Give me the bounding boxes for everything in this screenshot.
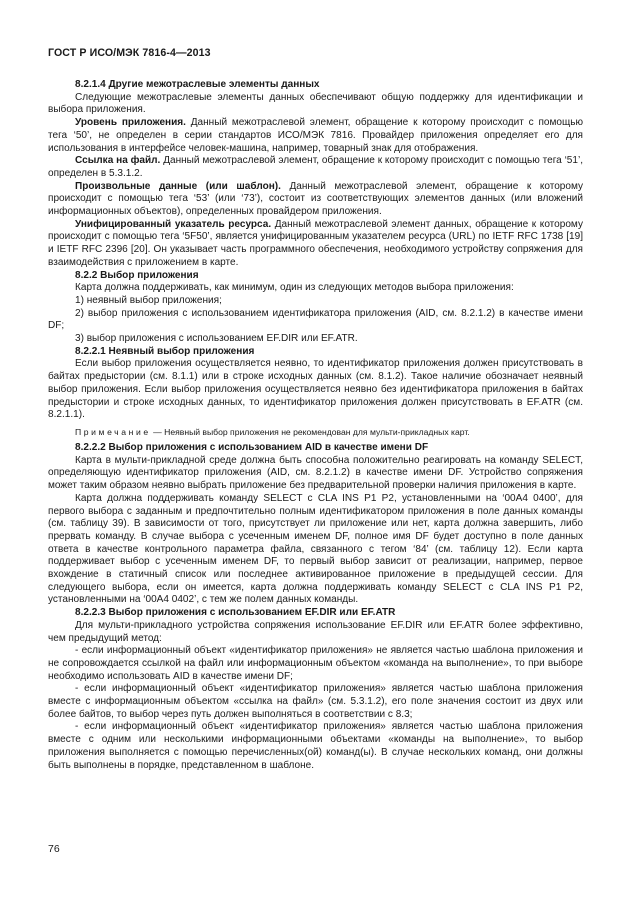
text-file-reference: Данный межотраслевой элемент, обращение к которому происходит с помощью тега ‘51’, определен в 5.3.1.2. [48,155,583,179]
paragraph-8-2-2-intro: Карта должна поддерживать, как минимум, один из следующих методов выбора приложения: [75,282,514,294]
list-item-1: 1) неявный выбор приложения; [75,294,222,306]
page-header-standard-id: ГОСТ Р ИСО/МЭК 7816-4—2013 [48,47,211,59]
section-heading-8-2-2-2: 8.2.2.2 Выбор приложения с использованием AID в качестве имени DF [75,441,429,453]
note [48,426,583,438]
document-body [48,79,583,772]
term-url: Унифицированный указатель ресурса. [75,218,272,230]
paragraph-8-2-2-2-second: Карта должна поддерживать команду SELECT с CLA INS P1 P2, установленными на ‘00A4 0400’, для первого выбора с заданным и предпочтительно полным идентификатором приложения в поле данных команды (см. таблицу 39). В зависимости от того, присутствует ли приложение или нет, карта должна завершить, либо прервать команду. В случае выбора с усеченным именем DF, полное имя DF будет доступно в поле данных ответа в качестве контрольного параметра файла, связанного с тегом ‘84’ (см. таблицу 12). Если карта поддерживает выбор с усеченным именем DF, то первый выбор зависит от реализации, например, первое вхождение в статичный список или последнее активированное приложение в предыдущей сессии. Для следующего выбора, если он имеется, карта должна поддерживать команду SELECT с CLA INS P1 P2, установленными на ‘00A4 0402’, с тем же полем данных команды. [48,492,583,606]
paragraph-8-2-1-4-intro: Следующие межотраслевые элементы данных обеспечивают общую поддержку для идентификации и выбора приложения. [48,91,583,116]
section-heading-8-2-2-3: 8.2.2.3 Выбор приложения с использованием EF.DIR или EF.ATR [75,607,396,619]
text-application-level: Данный межотраслевой элемент, обращение к которому происходит с помощью тега ‘50’, не определен в серии стандартов ИСО/МЭК 7816. Провайдер приложения определяет его для использования в интерфейсе человек-машина, например, товарный знак для отображения. [48,117,584,154]
section-heading-8-2-2: 8.2.2 Выбор приложения [75,269,199,281]
paragraph-arbitrary-data [48,181,583,219]
paragraph-url [48,219,583,270]
term-arbitrary-data: Произвольные данные (или шаблон). [75,180,281,192]
bullet-item-1: - если информационный объект «идентификатор приложения» не является частью шаблона приложения и не сопровождается ссылкой на файл или информационным объектом «команда на выполнение», то при выборе необходимо использовать AID в качестве имени DF; [48,645,583,682]
note-label: Примечание [75,426,151,437]
list-item-3: 3) выбор приложения с использованием EF.DIR или EF.ATR. [75,333,358,345]
note-text: — Неявный выбор приложения не рекомендован для мульти-прикладных карт. [150,426,470,437]
paragraph-8-2-2-3-intro: Для мульти-прикладного устройства сопряжения использование EF.DIR или EF.ATR более эффективно, чем предыдущий метод: [48,619,583,644]
paragraph-8-2-2-2-first: Карта в мульти-прикладной среде должна быть способна положительно реагировать на команду SELECT, определяющую идентификатор приложения (AID, см. 8.2.1.2) в качестве имени DF. Устройство сопряжения может таким образом неявно выбрать приложение без предварительной проверки наличия приложения в карте. [48,454,583,492]
term-file-reference: Ссылка на файл. [75,155,161,167]
section-heading-8-2-2-1: 8.2.2.1 Неявный выбор приложения [75,345,255,357]
bullet-item-3: - если информационный объект «идентификатор приложения» является частью шаблона приложения вместе с одним или несколькими информационными объектами «команды на выполнение», то выбор приложения выполняется с помощью перечисленных(ой) команд(ы). В случае нескольких команд, они должны быть выполнены в порядке, представленном в шаблоне. [48,721,583,771]
bullet-item-2: - если информационный объект «идентификатор приложения» является частью шаблона приложения вместе с информационным объектом «ссылка на файл» (см. 5.3.1.2), его поле значения состоит из двух или более байтов, то выбор через путь должен выполняться в соответствии с 8.3; [48,683,583,720]
paragraph-file-reference [48,155,583,180]
paragraph-application-level [48,117,583,155]
page-number: 76 [48,843,60,855]
section-heading-8-2-1-4: 8.2.1.4 Другие межотраслевые элементы данных [75,79,320,90]
list-item-2: 2) выбор приложения с использованием идентификатора приложения (AID, см. 8.2.1.2) в качестве имени DF; [48,307,583,332]
paragraph-8-2-2-1: Если выбор приложения осуществляется неявно, то идентификатор приложения должен присутствовать в байтах предыстории (см. 8.1.1) или в строке исходных данных (см. 8.1.2). Такое наличие обозначает неявный выбор приложения. Если выбор приложения осуществляется неявно без идентификатора приложения в байтах предыстории и строке исходных данных, то идентификатор приложения должен присутствовать в EF.ATR (см. 8.2.1.1). [48,358,583,421]
text-arbitrary-data: Данный межотраслевой элемент, обращение к которому происходит с помощью тега ‘53’ (или ‘73’), состоит из соответствующих элементов данных (или вложений информационных объектов), определенных провайдером приложения. [48,180,584,218]
term-application-level: Уровень приложения. [75,117,186,129]
text-url: Данный межотраслевой элемент данных, обращение к которому происходит с помощью тега ‘5F50’, является унифицированным указателем ресурса (URL) по IETF RFC 1738 [19] и IETF RFC 2396 [20]. Он указывает часть программного обеспечения, необходимого устройству сопряжения для взаимодействия с приложением в карте. [48,218,583,268]
